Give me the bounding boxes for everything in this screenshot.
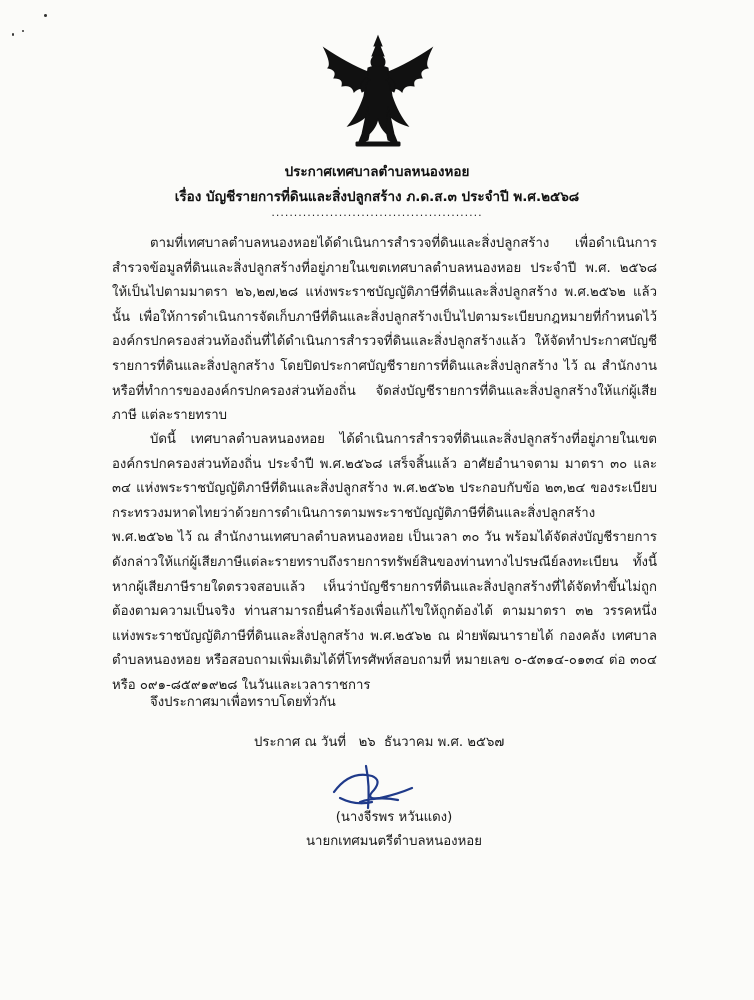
scan-speck — [44, 14, 47, 17]
signer-name: (นางจีรพร หวันแดง) — [335, 810, 453, 825]
paragraph-1: ตามที่เทศบาลตำบลหนองหอยได้ดำเนินการสำรวจที่ดินและสิ่งปลูกสร้าง เพื่อดำเนินการสำรวจข้อมูลที่ดินและสิ่งปลูกสร้างที่อยู่ภายในเขตเทศบาลตำบลหนองหอย ประจำปี พ.ศ. ๒๕๖๘ ให้เป็นไปตามมาตรา ๒๖,๒๗,๒๘ แห่งพระราชบัญญัติภาษีที่ดินและสิ่งปลูกสร้าง พ.ศ.๒๕๖๒ แล้วนั้น เพื่อให้การดำเนินการจัดเก็บภาษีที่ดินและสิ่งปลูกสร้างเป็นไปตามระเบียบกฎหมายที่กำหนดไว้ องค์กรปกครองส่วนท้องถิ่นที่ได้ดำเนินการสำรวจที่ดินและสิ่งปลูกสร้างแล้ว ให้จัดทำประกาศบัญชีรายการที่ดินและสิ่งปลูกสร้าง โดยปิดประกาศบัญชีรายการที่ดินและสิ่งปลูกสร้าง ไว้ ณ สำนักงานหรือที่ทำการขององค์กรปกครองส่วนท้องถิ่น จัดส่งบัญชีรายการที่ดินและสิ่งปลูกสร้างให้แก่ผู้เสียภาษี แต่ละรายทราบ — [112, 236, 657, 424]
paragraph-2: บัดนี้ เทศบาลตำบลหนองหอย ได้ดำเนินการสำรวจที่ดินและสิ่งปลูกสร้างที่อยู่ภายในเขตองค์กรปกครองส่วนท้องถิ่น ประจำปี พ.ศ.๒๕๖๘ เสร็จสิ้นแล้ว อาศัยอำนาจตาม มาตรา ๓๐ และ ๓๔ แห่งพระราชบัญญัติภาษีที่ดินและสิ่งปลูกสร้าง พ.ศ.๒๕๖๒ ประกอบกับข้อ ๒๓,๒๔ ของระเบียบกระทรวงมหาดไทยว่าด้วยการดำเนินการตามพระราชบัญญัติภาษีที่ดินและสิ่งปลูกสร้าง พ.ศ.๒๕๖๒ ไว้ ณ สำนักงานเทศบาลตำบลหนองหอย เป็นเวลา ๓๐ วัน พร้อมได้จัดส่งบัญชีรายการดังกล่าวให้แก่ผู้เสียภาษีแต่ละรายทราบถึงรายการทรัพย์สินของท่านทางไปรษณีย์ลงทะเบียน ทั้งนี้ หากผู้เสียภาษีรายใดตรวจสอบแล้ว เห็นว่าบัญชีรายการที่ดินและสิ่งปลูกสร้างที่ได้จัดทำขึ้นไม่ถูกต้องตามความเป็นจริง ท่านสามารถยื่นคำร้องเพื่อแก้ไขให้ถูกต้องได้ ตามมาตรา ๓๒ วรรคหนึ่งแห่งพระราชบัญญัติภาษีที่ดินและสิ่งปลูกสร้าง พ.ศ.๒๕๖๒ ณ ฝ่ายพัฒนารายได้ กองคลัง เทศบาลตำบลหนองหอย หรือสอบถามเพิ่มเติมได้ที่โทรศัพท์สอบถามที่ หมายเลข ๐-๕๓๑๔-๐๑๓๔ ต่อ ๓๐๔ หรือ ๐๙๑-๘๕๙๑๙๒๘ ในวันและเวลาราชการ — [112, 432, 657, 693]
scan-speck — [12, 33, 14, 36]
closing-statement: จึงประกาศมาเพื่อทราบโดยทั่วกัน — [150, 695, 336, 710]
scan-speck — [22, 30, 24, 32]
announcement-date: ประกาศ ณ วันที่ ๒๖ ธันวาคม พ.ศ. ๒๕๖๗ — [254, 735, 505, 750]
title-divider: ............................................... — [271, 206, 483, 219]
signer-title: นายกเทศมนตรีตำบลหนองหอย — [306, 834, 482, 849]
garuda-emblem-icon — [318, 34, 438, 148]
document-subject: เรื่อง บัญชีรายการที่ดินและสิ่งปลูกสร้าง ภ.ด.ส.๓ ประจำปี พ.ศ.๒๕๖๘ — [174, 189, 580, 205]
document-title: ประกาศเทศบาลตำบลหนองหอย — [284, 164, 470, 180]
